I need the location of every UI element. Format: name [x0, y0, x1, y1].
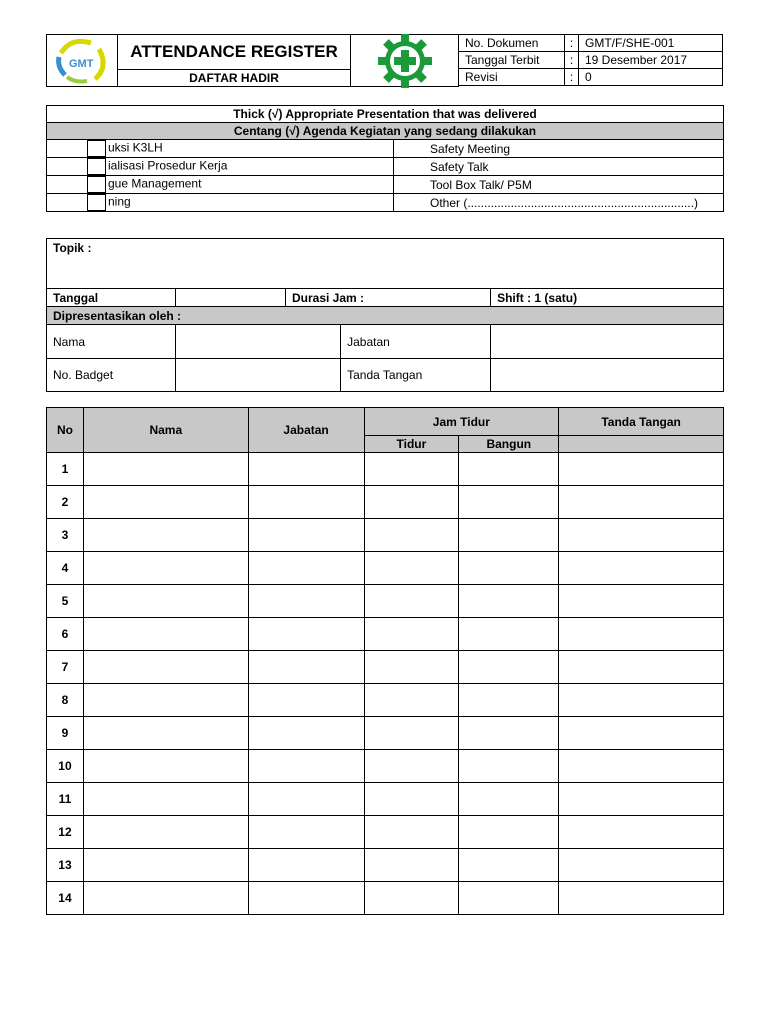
- row-number: 1: [47, 453, 84, 486]
- bangun-cell[interactable]: [459, 618, 559, 651]
- bangun-cell[interactable]: [459, 849, 559, 882]
- attendance-row: [47, 618, 724, 651]
- tidur-cell[interactable]: [364, 882, 459, 915]
- signature-cell[interactable]: [559, 453, 724, 486]
- jabatan-cell[interactable]: [248, 552, 364, 585]
- row-number: 10: [47, 750, 84, 783]
- checklist-row: [47, 140, 724, 158]
- jabatan-cell[interactable]: [248, 717, 364, 750]
- checklist-option-left: uksi K3LH: [108, 140, 163, 155]
- signature-cell[interactable]: [559, 585, 724, 618]
- tidur-cell[interactable]: [364, 453, 459, 486]
- bangun-cell[interactable]: [459, 684, 559, 717]
- safety-cross-gear-icon: [350, 34, 459, 87]
- checklist-row: [47, 176, 724, 194]
- nama-cell[interactable]: [83, 849, 248, 882]
- badge-field[interactable]: [176, 359, 341, 392]
- nama-cell[interactable]: [83, 882, 248, 915]
- attendance-row: [47, 717, 724, 750]
- attendance-table: [46, 407, 724, 915]
- bangun-cell[interactable]: [459, 651, 559, 684]
- signature-cell[interactable]: [559, 882, 724, 915]
- checklist-option-left: ning: [108, 194, 131, 209]
- signature-field[interactable]: [491, 359, 724, 392]
- attendance-row: [47, 651, 724, 684]
- company-logo: [46, 34, 118, 87]
- meta-value: GMT/F/SHE-001: [579, 35, 723, 52]
- col-ttd-sub: [559, 436, 724, 453]
- row-number: 9: [47, 717, 84, 750]
- nama-cell[interactable]: [83, 519, 248, 552]
- signature-cell[interactable]: [559, 750, 724, 783]
- nama-cell[interactable]: [83, 552, 248, 585]
- checklist-option-right: Tool Box Talk/ P5M: [394, 176, 724, 194]
- bangun-cell[interactable]: [459, 486, 559, 519]
- jabatan-field[interactable]: [491, 325, 724, 359]
- col-nama-header: Nama: [83, 408, 248, 453]
- checkbox[interactable]: [87, 140, 106, 157]
- col-no-header: No: [47, 408, 84, 453]
- meta-label: Tanggal Terbit: [459, 52, 565, 69]
- checklist-option-right: Safety Talk: [394, 158, 724, 176]
- bangun-cell[interactable]: [459, 750, 559, 783]
- row-number: 5: [47, 585, 84, 618]
- durasi-label: Durasi Jam :: [286, 289, 491, 307]
- jabatan-cell[interactable]: [248, 618, 364, 651]
- checklist-heading-en: Thick (√) Appropriate Presentation that was delivered: [47, 106, 724, 123]
- meta-sep: :: [565, 52, 579, 69]
- col-tidur-header: Tidur: [364, 436, 459, 453]
- signature-cell[interactable]: [559, 552, 724, 585]
- meta-sep: :: [565, 69, 579, 86]
- tidur-cell[interactable]: [364, 651, 459, 684]
- jabatan-cell[interactable]: [248, 651, 364, 684]
- signature-cell[interactable]: [559, 849, 724, 882]
- attendance-row: [47, 585, 724, 618]
- col-jam-tidur-header: Jam Tidur: [364, 408, 559, 436]
- tidur-cell[interactable]: [364, 783, 459, 816]
- nama-cell[interactable]: [83, 750, 248, 783]
- document-title: ATTENDANCE REGISTER: [117, 34, 351, 70]
- col-bangun-header: Bangun: [459, 436, 559, 453]
- checklist-option-left: gue Management: [108, 176, 202, 191]
- jabatan-cell[interactable]: [248, 750, 364, 783]
- signature-cell[interactable]: [559, 651, 724, 684]
- row-number: 13: [47, 849, 84, 882]
- meta-value: 19 Desember 2017: [579, 52, 723, 69]
- row-number: 14: [47, 882, 84, 915]
- topic-field[interactable]: [47, 239, 724, 289]
- jabatan-cell[interactable]: [248, 453, 364, 486]
- row-number: 4: [47, 552, 84, 585]
- nama-label: Nama: [47, 325, 176, 359]
- row-number: 2: [47, 486, 84, 519]
- row-number: 12: [47, 816, 84, 849]
- nama-cell[interactable]: [83, 684, 248, 717]
- jabatan-cell[interactable]: [248, 684, 364, 717]
- signature-cell[interactable]: [559, 783, 724, 816]
- nama-cell[interactable]: [83, 651, 248, 684]
- attendance-row: [47, 816, 724, 849]
- tidur-cell[interactable]: [364, 750, 459, 783]
- jabatan-cell[interactable]: [248, 519, 364, 552]
- agenda-checklist: [46, 105, 724, 212]
- row-number: 3: [47, 519, 84, 552]
- attendance-row: [47, 552, 724, 585]
- tidur-cell[interactable]: [364, 519, 459, 552]
- meta-row: [459, 69, 723, 86]
- tidur-cell[interactable]: [364, 585, 459, 618]
- signature-cell[interactable]: [559, 618, 724, 651]
- signature-cell[interactable]: [559, 816, 724, 849]
- attendance-row: [47, 684, 724, 717]
- checklist-option-right: Safety Meeting: [394, 140, 724, 158]
- signature-cell[interactable]: [559, 486, 724, 519]
- bangun-cell[interactable]: [459, 717, 559, 750]
- attendance-row: [47, 849, 724, 882]
- badge-label: No. Badget: [47, 359, 176, 392]
- attendance-row: [47, 453, 724, 486]
- tidur-cell[interactable]: [364, 717, 459, 750]
- checklist-row: [47, 194, 724, 212]
- bangun-cell[interactable]: [459, 585, 559, 618]
- nama-cell[interactable]: [83, 717, 248, 750]
- checklist-option-left: ialisasi Prosedur Kerja: [108, 158, 228, 173]
- tidur-cell[interactable]: [364, 552, 459, 585]
- signature-label: Tanda Tangan: [341, 359, 491, 392]
- presenter-heading: Dipresentasikan oleh :: [47, 307, 724, 325]
- row-number: 11: [47, 783, 84, 816]
- document-meta-table: [458, 34, 723, 86]
- meta-label: No. Dokumen: [459, 35, 565, 52]
- jabatan-cell[interactable]: [248, 783, 364, 816]
- signature-cell[interactable]: [559, 717, 724, 750]
- signature-cell[interactable]: [559, 519, 724, 552]
- row-number: 8: [47, 684, 84, 717]
- col-ttd-header: Tanda Tangan: [559, 408, 724, 436]
- tanggal-label: Tanggal: [47, 289, 176, 307]
- attendance-row: [47, 882, 724, 915]
- bangun-cell[interactable]: [459, 519, 559, 552]
- topic-label: Topik :: [53, 241, 92, 255]
- tidur-cell[interactable]: [364, 849, 459, 882]
- svg-text:GMT: GMT: [69, 58, 94, 70]
- tidur-cell[interactable]: [364, 486, 459, 519]
- nama-cell[interactable]: [83, 816, 248, 849]
- checklist-option-right: Other (....................................................................): [394, 194, 724, 212]
- jabatan-cell[interactable]: [248, 585, 364, 618]
- bangun-cell[interactable]: [459, 552, 559, 585]
- jabatan-cell[interactable]: [248, 816, 364, 849]
- col-jabatan-header: Jabatan: [248, 408, 364, 453]
- topic-info-table: [46, 238, 724, 392]
- nama-cell[interactable]: [83, 783, 248, 816]
- jabatan-cell[interactable]: [248, 486, 364, 519]
- meta-sep: :: [565, 35, 579, 52]
- jabatan-label: Jabatan: [341, 325, 491, 359]
- attendance-row: [47, 486, 724, 519]
- meta-row: [459, 52, 723, 69]
- document-subtitle: DAFTAR HADIR: [117, 69, 351, 87]
- row-number: 6: [47, 618, 84, 651]
- meta-label: Revisi: [459, 69, 565, 86]
- bangun-cell[interactable]: [459, 816, 559, 849]
- bangun-cell[interactable]: [459, 783, 559, 816]
- signature-cell[interactable]: [559, 684, 724, 717]
- attendance-row: [47, 519, 724, 552]
- nama-field[interactable]: [176, 325, 341, 359]
- attendance-row: [47, 750, 724, 783]
- tanggal-field[interactable]: [176, 289, 286, 307]
- checkbox[interactable]: [87, 194, 106, 211]
- row-number: 7: [47, 651, 84, 684]
- tidur-cell[interactable]: [364, 618, 459, 651]
- bangun-cell[interactable]: [459, 882, 559, 915]
- bangun-cell[interactable]: [459, 453, 559, 486]
- nama-cell[interactable]: [83, 453, 248, 486]
- attendance-row: [47, 783, 724, 816]
- nama-cell[interactable]: [83, 618, 248, 651]
- jabatan-cell[interactable]: [248, 849, 364, 882]
- checkbox[interactable]: [87, 158, 106, 175]
- jabatan-cell[interactable]: [248, 882, 364, 915]
- tidur-cell[interactable]: [364, 816, 459, 849]
- checklist-heading-id: Centang (√) Agenda Kegiatan yang sedang dilakukan: [47, 123, 724, 140]
- meta-value: 0: [579, 69, 723, 86]
- nama-cell[interactable]: [83, 585, 248, 618]
- meta-row: [459, 35, 723, 52]
- nama-cell[interactable]: [83, 486, 248, 519]
- tidur-cell[interactable]: [364, 684, 459, 717]
- checklist-row: [47, 158, 724, 176]
- shift-label: Shift : 1 (satu): [491, 289, 724, 307]
- checkbox[interactable]: [87, 176, 106, 193]
